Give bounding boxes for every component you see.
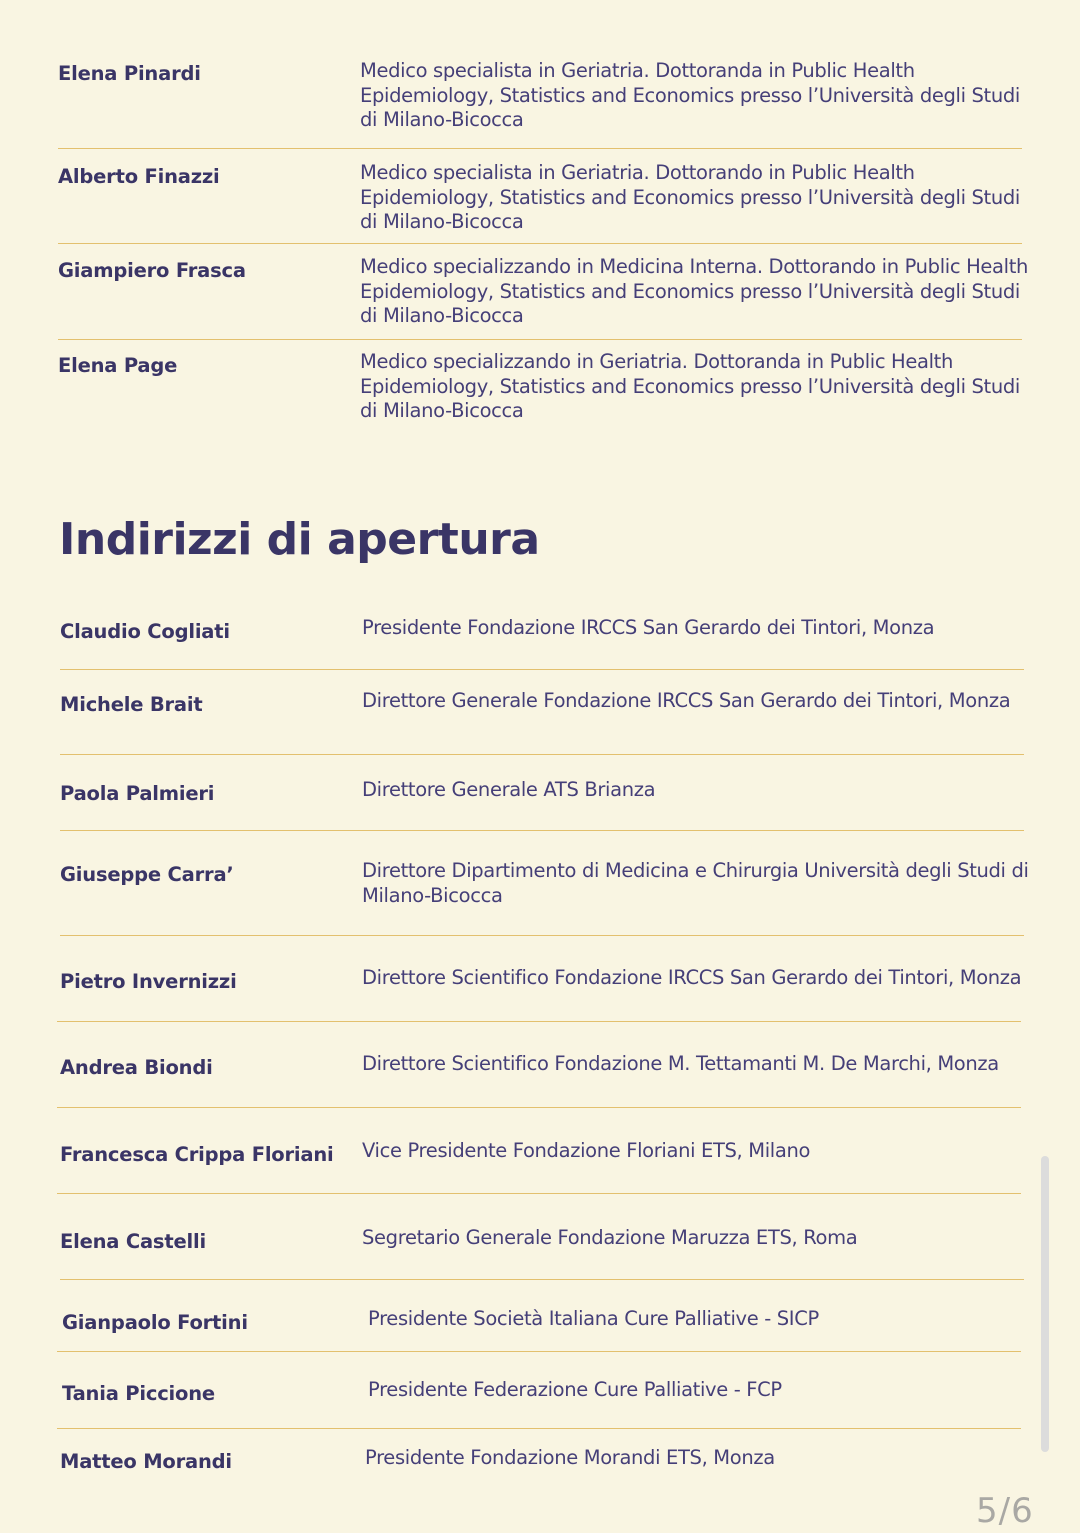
- person-name: Andrea Biondi: [60, 1056, 213, 1079]
- section-title: Indirizzi di apertura: [59, 514, 540, 565]
- person-name: Giampiero Frasca: [58, 259, 246, 282]
- person-role: Presidente Società Italiana Cure Palliative - SICP: [368, 1307, 819, 1330]
- person-name: Giuseppe Carra’: [60, 863, 234, 886]
- person-name: Alberto Finazzi: [58, 165, 220, 188]
- person-role: Direttore Scientifico Fondazione M. Tettamanti M. De Marchi, Monza: [362, 1052, 999, 1075]
- person-role: Presidente Federazione Cure Palliative - FCP: [368, 1378, 782, 1401]
- person-role: Direttore Generale Fondazione IRCCS San Gerardo dei Tintori, Monza: [362, 689, 1011, 712]
- table-row: [58, 243, 1028, 340]
- person-name: Pietro Invernizzi: [60, 970, 237, 993]
- person-role: Direttore Dipartimento di Medicina e Chirurgia Università degli Studi di Milano-Bicocca: [362, 859, 1029, 907]
- person-name: Gianpaolo Fortini: [62, 1311, 248, 1334]
- table-row: [60, 754, 1024, 831]
- person-name: Michele Brait: [60, 693, 203, 716]
- person-role: Presidente Fondazione Morandi ETS, Monza: [365, 1446, 775, 1469]
- person-role: Direttore Generale ATS Brianza: [362, 778, 656, 801]
- person-role: Medico specializzando in Geriatria. Dottoranda in Public Health Epidemiology, Statistics and Economics presso l’Università degli Studi di Milano-Bicocca: [360, 350, 1020, 422]
- table-row: [57, 1279, 1021, 1352]
- table-row: [58, 148, 1022, 244]
- person-role: Medico specialista in Geriatria. Dottorando in Public Health Epidemiology, Statistics and Economics presso l’Università degli Studi di Milano-Bicocca: [360, 161, 1020, 233]
- scrollbar[interactable]: [1041, 1156, 1049, 1452]
- person-role: Segretario Generale Fondazione Maruzza ETS, Roma: [362, 1226, 858, 1249]
- table-row: [57, 935, 1021, 1022]
- person-role: Medico specialista in Geriatria. Dottoranda in Public Health Epidemiology, Statistics and Economics presso l’Università degli Studi di Milano-Bicocca: [360, 59, 1020, 131]
- table-row: [60, 1428, 1024, 1488]
- person-name: Elena Castelli: [60, 1230, 206, 1253]
- person-name: Elena Pinardi: [58, 62, 201, 85]
- table-row: [58, 0, 1022, 149]
- table-row: [57, 1107, 1021, 1194]
- person-name: Paola Palmieri: [60, 782, 215, 805]
- table-row: [60, 600, 1024, 670]
- table-row: [58, 339, 1022, 439]
- table-row: [57, 1021, 1021, 1108]
- page-indicator: 5/6: [976, 1491, 1034, 1531]
- person-role: Presidente Fondazione IRCCS San Gerardo dei Tintori, Monza: [362, 616, 935, 639]
- table-row: [57, 1351, 1021, 1429]
- person-name: Tania Piccione: [62, 1382, 215, 1405]
- table-row: [60, 1193, 1024, 1280]
- person-role: Direttore Scientifico Fondazione IRCCS San Gerardo dei Tintori, Monza: [362, 966, 1022, 989]
- person-name: Matteo Morandi: [60, 1450, 232, 1473]
- table-row: [60, 830, 1029, 936]
- person-name: Claudio Cogliati: [60, 620, 230, 643]
- person-name: Elena Page: [58, 354, 178, 377]
- table-row: [60, 669, 1024, 755]
- person-role: Vice Presidente Fondazione Floriani ETS, Milano: [362, 1139, 811, 1162]
- person-role: Medico specializzando in Medicina Interna. Dottorando in Public Health Epidemiology, Statistics and Economics presso l’Università degli Studi di Milano-Bicocca: [360, 255, 1028, 327]
- person-name: Francesca Crippa Floriani: [60, 1143, 334, 1166]
